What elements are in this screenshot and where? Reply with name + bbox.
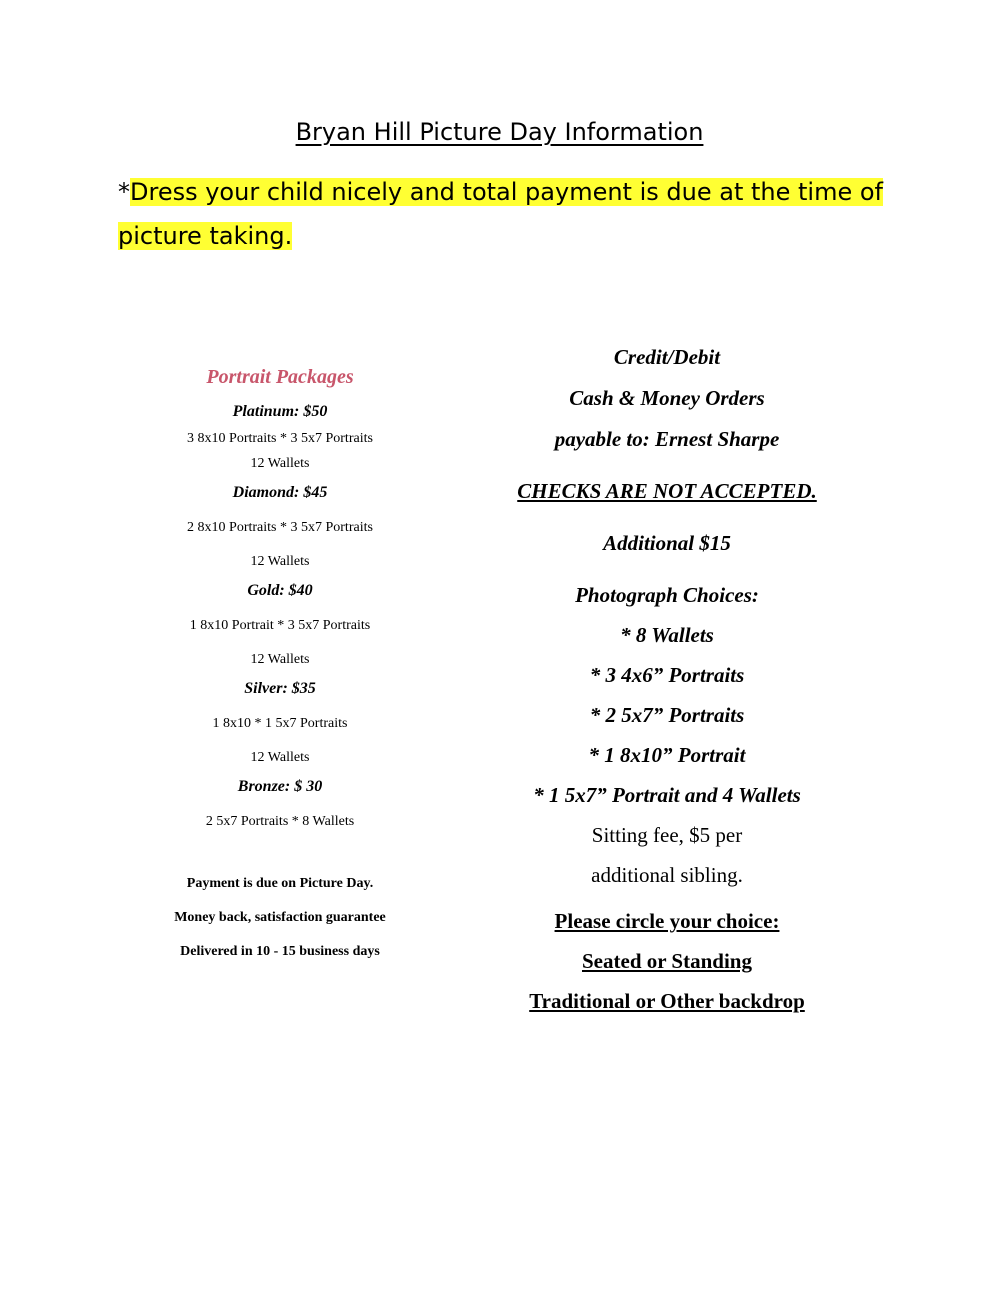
payment-info: [490, 340, 844, 1018]
tier-contents: 1 8x10 Portrait * 3 5x7 Portraits: [189, 618, 371, 633]
tier-gold: Gold: $40: [247, 582, 313, 599]
payment-method-cash: Cash & Money Orders: [569, 386, 765, 410]
tier-platinum: Platinum: $50: [232, 403, 328, 420]
backdrop-option: Traditional or Other backdrop: [529, 989, 805, 1013]
no-checks-notice: CHECKS ARE NOT ACCEPTED.: [517, 479, 817, 503]
sitting-fee: Sitting fee, $5 per: [591, 823, 743, 847]
page-title: Bryan Hill Picture Day Information: [295, 118, 704, 146]
choice-item: * 1 5x7” Portrait and 4 Wallets: [533, 783, 801, 807]
tier-wallets: 12 Wallets: [250, 652, 310, 667]
tier-wallets: 12 Wallets: [250, 554, 310, 569]
choice-item: * 3 4x6” Portraits: [589, 663, 745, 687]
tier-wallets: 12 Wallets: [250, 750, 310, 765]
circle-heading: Please circle your choice:: [554, 909, 780, 933]
notice-highlight: Dress your child nicely and total payment is due at the time of picture taking.: [118, 178, 883, 250]
tier-contents: 1 8x10 * 1 5x7 Portraits: [212, 716, 348, 731]
sitting-fee-sibling: additional sibling.: [591, 863, 743, 887]
packages-heading: Portrait Packages: [206, 366, 354, 388]
additional-price: Additional $15: [603, 531, 731, 555]
tier-contents: 2 8x10 Portraits * 3 5x7 Portraits: [187, 520, 373, 535]
payment-method-card: Credit/Debit: [613, 345, 721, 369]
tier-diamond: Diamond: $45: [232, 484, 328, 501]
notice-prefix: *: [118, 178, 130, 206]
choice-item: * 8 Wallets: [620, 623, 714, 647]
choice-item: * 2 5x7” Portraits: [589, 703, 745, 727]
pose-option: Seated or Standing: [582, 949, 752, 973]
choices-heading: Photograph Choices:: [575, 583, 759, 607]
tier-silver: Silver: $35: [244, 680, 316, 697]
portrait-packages: [160, 366, 400, 960]
choice-item: * 1 8x10” Portrait: [588, 743, 746, 767]
footer-payment-due: Payment is due on Picture Day.: [186, 876, 374, 891]
tier-contents: 2 5x7 Portraits * 8 Wallets: [205, 814, 355, 829]
payment-notice: [118, 170, 898, 258]
tier-contents: 3 8x10 Portraits * 3 5x7 Portraits: [187, 431, 373, 446]
payment-payee: payable to: Ernest Sharpe: [554, 427, 780, 451]
tier-bronze: Bronze: $ 30: [237, 778, 323, 795]
footer-delivery: Delivered in 10 - 15 business days: [180, 944, 380, 959]
tier-wallets: 12 Wallets: [250, 456, 310, 471]
footer-guarantee: Money back, satisfaction guarantee: [174, 910, 386, 925]
